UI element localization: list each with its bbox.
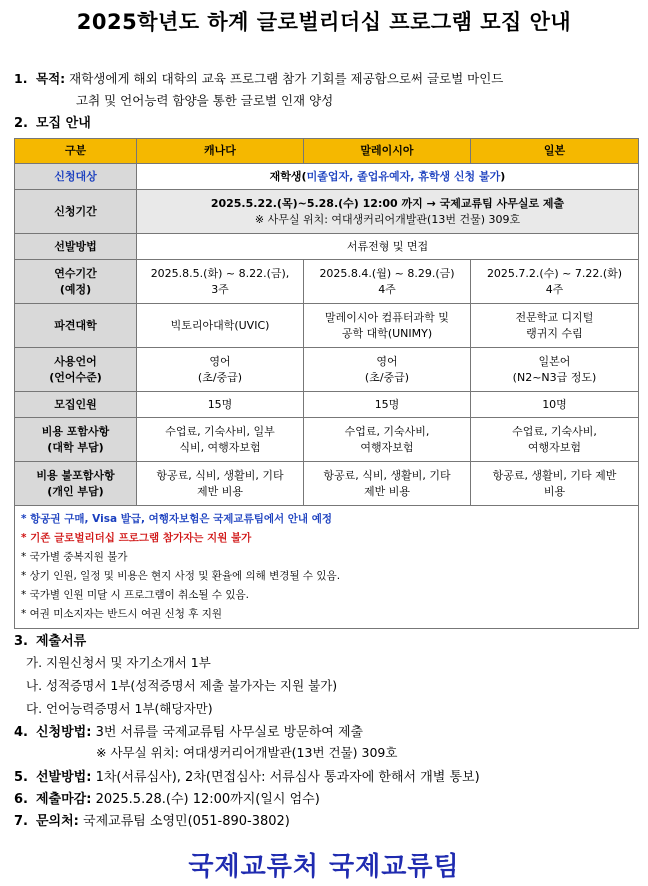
method-value: 서류전형 및 면접 bbox=[137, 234, 639, 260]
section-label: 문의처: bbox=[36, 814, 79, 829]
cell-line: 2025.8.5.(화) ~ 8.22.(금), bbox=[150, 266, 290, 280]
label-university: 파견대학 bbox=[15, 304, 137, 348]
cell-line: 여행자보험 bbox=[360, 440, 414, 454]
label-line: (예정) bbox=[59, 282, 92, 296]
target-pre: 재학생( bbox=[269, 169, 307, 183]
period-line-2: ※ 사무실 위치: 여대생커리어개발관(13번 건물) 309호 bbox=[254, 212, 521, 226]
section-label: 선발방법: bbox=[36, 770, 92, 785]
label-line: (개인 부담) bbox=[47, 484, 104, 498]
cell-line: (N2~N3급 정도) bbox=[512, 370, 597, 384]
section-deadline bbox=[14, 788, 320, 807]
document-item: 나. 성적증명서 1부(성적증명서 제출 불가자는 지원 불가) bbox=[26, 678, 338, 693]
section-label: 목적: bbox=[36, 71, 66, 86]
cell-line: 여행자보험 bbox=[527, 440, 582, 454]
deadline-text: 2025.5.28.(수) 12:00까지(일시 엄수) bbox=[95, 792, 320, 807]
cell-line: 3주 bbox=[211, 282, 229, 296]
cell-line: 수업료, 기숙사비, bbox=[344, 424, 430, 438]
incl-japan bbox=[471, 418, 639, 462]
cell-line: 항공료, 식비, 생활비, 기타 bbox=[156, 468, 284, 482]
header-malaysia: 말레이시아 bbox=[304, 139, 471, 164]
note-item: * 여권 미소지자는 반드시 여권 신청 후 지원 bbox=[21, 608, 223, 620]
section-selection bbox=[14, 766, 480, 785]
note-item: * 항공권 구매, Visa 발급, 여행자보험은 국제교류팀에서 안내 예정 bbox=[21, 513, 333, 525]
training-japan bbox=[471, 260, 639, 304]
target-restriction: 미졸업자, 졸업유예자, 휴학생 신청 불가 bbox=[306, 169, 501, 183]
label-line: (대학 부담) bbox=[47, 440, 104, 454]
count-canada: 15명 bbox=[137, 392, 304, 418]
note-item: * 상기 인원, 일정 및 비용은 현지 사정 및 환율에 의해 변경될 수 있음. bbox=[21, 570, 341, 582]
incl-malaysia bbox=[304, 418, 471, 462]
note-item: * 기존 글로벌리더십 프로그램 참가자는 지원 불가 bbox=[21, 532, 252, 544]
count-malaysia: 15명 bbox=[304, 392, 471, 418]
cell-line: 전문학교 디지털 bbox=[515, 310, 594, 324]
label-count: 모집인원 bbox=[15, 392, 137, 418]
label-period: 신청기간 bbox=[15, 190, 137, 234]
purpose-text-2: 고취 및 언어능력 함양을 통한 글로벌 인재 양성 bbox=[76, 93, 334, 108]
cell-line: 공학 대학(UNIMY) bbox=[341, 326, 433, 340]
section-apply-method bbox=[14, 721, 363, 740]
incl-canada bbox=[137, 418, 304, 462]
section-label: 제출서류 bbox=[36, 634, 87, 649]
cell-line: 제반 비용 bbox=[363, 484, 410, 498]
section-label: 제출마감: bbox=[36, 792, 92, 807]
lang-canada bbox=[137, 348, 304, 392]
period-line-1: 2025.5.22.(목)~5.28.(수) 12:00 까지 → 국제교류팀 사무실로 제출 bbox=[210, 196, 565, 210]
section-contact bbox=[14, 810, 290, 829]
selection-text: 1차(서류심사), 2차(면접심사: 서류심사 통과자에 한해서 개별 통보) bbox=[95, 770, 480, 785]
univ-japan bbox=[471, 304, 639, 348]
label-line: 비용 불포함사항 bbox=[36, 468, 115, 482]
label-line: 비용 포함사항 bbox=[41, 424, 110, 438]
document-item: 가. 지원신청서 및 자기소개서 1부 bbox=[26, 655, 211, 670]
cell-line: 영어 bbox=[209, 354, 231, 368]
training-malaysia bbox=[304, 260, 471, 304]
target-value bbox=[137, 164, 639, 190]
cell-line: 빅토리아대학(UVIC) bbox=[170, 318, 270, 332]
cell-line: 2025.7.2.(수) ~ 7.22.(화) bbox=[486, 266, 623, 280]
section-documents bbox=[14, 630, 86, 649]
cell-line: 2025.8.4.(월) ~ 8.29.(금) bbox=[319, 266, 455, 280]
section-purpose bbox=[14, 68, 640, 112]
section-number: 7. bbox=[14, 814, 28, 829]
lang-malaysia bbox=[304, 348, 471, 392]
section-label: 신청방법: bbox=[36, 725, 92, 740]
apply-method-text: 3번 서류를 국제교류팀 사무실로 방문하여 제출 bbox=[95, 725, 364, 740]
note-item: * 국가별 중복지원 불가 bbox=[21, 551, 128, 563]
cell-line: 말레이시아 컴퓨터과학 및 bbox=[325, 310, 449, 324]
footer-org: 국제교류처 국제교류팀 bbox=[188, 852, 460, 882]
cell-line: 영어 bbox=[376, 354, 398, 368]
cell-line: 수업료, 기숙사비, bbox=[512, 424, 597, 438]
contact-text: 국제교류팀 소영민(051-890-3802) bbox=[83, 814, 290, 829]
note-item: * 국가별 인원 미달 시 프로그램이 취소될 수 있음. bbox=[21, 589, 250, 601]
cell-line: 4주 bbox=[378, 282, 396, 296]
training-canada bbox=[137, 260, 304, 304]
section-number: 5. bbox=[14, 770, 28, 785]
label-method: 선발방법 bbox=[15, 234, 137, 260]
cell-line: 항공료, 생활비, 기타 제반 bbox=[492, 468, 617, 482]
cell-line: 4주 bbox=[545, 282, 564, 296]
header-category: 구분 bbox=[15, 139, 137, 164]
label-language bbox=[15, 348, 137, 392]
cell-line: (초/중급) bbox=[197, 370, 243, 384]
purpose-text-1: 재학생에게 해외 대학의 교육 프로그램 참가 기회를 제공함으로써 글로벌 마인드 bbox=[69, 71, 504, 86]
cell-line: 항공료, 식비, 생활비, 기타 bbox=[323, 468, 451, 482]
document-item: 다. 언어능력증명서 1부(해당자만) bbox=[26, 701, 213, 716]
target-post: ) bbox=[500, 169, 506, 183]
cell-line: 수업료, 기숙사비, 일부 bbox=[165, 424, 275, 438]
cell-line: 비용 bbox=[543, 484, 566, 498]
excl-malaysia bbox=[304, 462, 471, 506]
excl-canada bbox=[137, 462, 304, 506]
section-recruit bbox=[14, 112, 91, 131]
section-label: 모집 안내 bbox=[36, 116, 91, 131]
cell-line: 식비, 여행자보험 bbox=[179, 440, 261, 454]
label-training bbox=[15, 260, 137, 304]
period-value bbox=[137, 190, 639, 234]
label-included bbox=[15, 418, 137, 462]
section-number: 1. bbox=[14, 71, 28, 86]
univ-canada bbox=[137, 304, 304, 348]
section-number: 6. bbox=[14, 792, 28, 807]
count-japan: 10명 bbox=[471, 392, 639, 418]
label-target: 신청대상 bbox=[15, 164, 137, 190]
cell-line: 일본어 bbox=[538, 354, 571, 368]
cell-line: 제반 비용 bbox=[196, 484, 243, 498]
univ-malaysia bbox=[304, 304, 471, 348]
label-line: 사용언어 bbox=[54, 354, 97, 368]
office-location: ※ 사무실 위치: 여대생커리어개발관(13번 건물) 309호 bbox=[96, 745, 398, 760]
lang-japan bbox=[471, 348, 639, 392]
section-number: 3. bbox=[14, 634, 28, 649]
header-japan: 일본 bbox=[471, 139, 639, 164]
label-excluded bbox=[15, 462, 137, 506]
section-number: 2. bbox=[14, 116, 28, 131]
section-number: 4. bbox=[14, 725, 28, 740]
recruit-table bbox=[14, 138, 639, 629]
excl-japan bbox=[471, 462, 639, 506]
label-line: 연수기간 bbox=[54, 266, 97, 280]
cell-line: (초/중급) bbox=[364, 370, 410, 384]
cell-line: 랭귀지 수림 bbox=[526, 326, 583, 340]
header-canada: 캐나다 bbox=[137, 139, 304, 164]
label-line: (언어수준) bbox=[49, 370, 102, 384]
page-title: 2025학년도 하계 글로벌리더십 프로그램 모집 안내 bbox=[76, 10, 572, 34]
notes-cell bbox=[15, 506, 639, 629]
